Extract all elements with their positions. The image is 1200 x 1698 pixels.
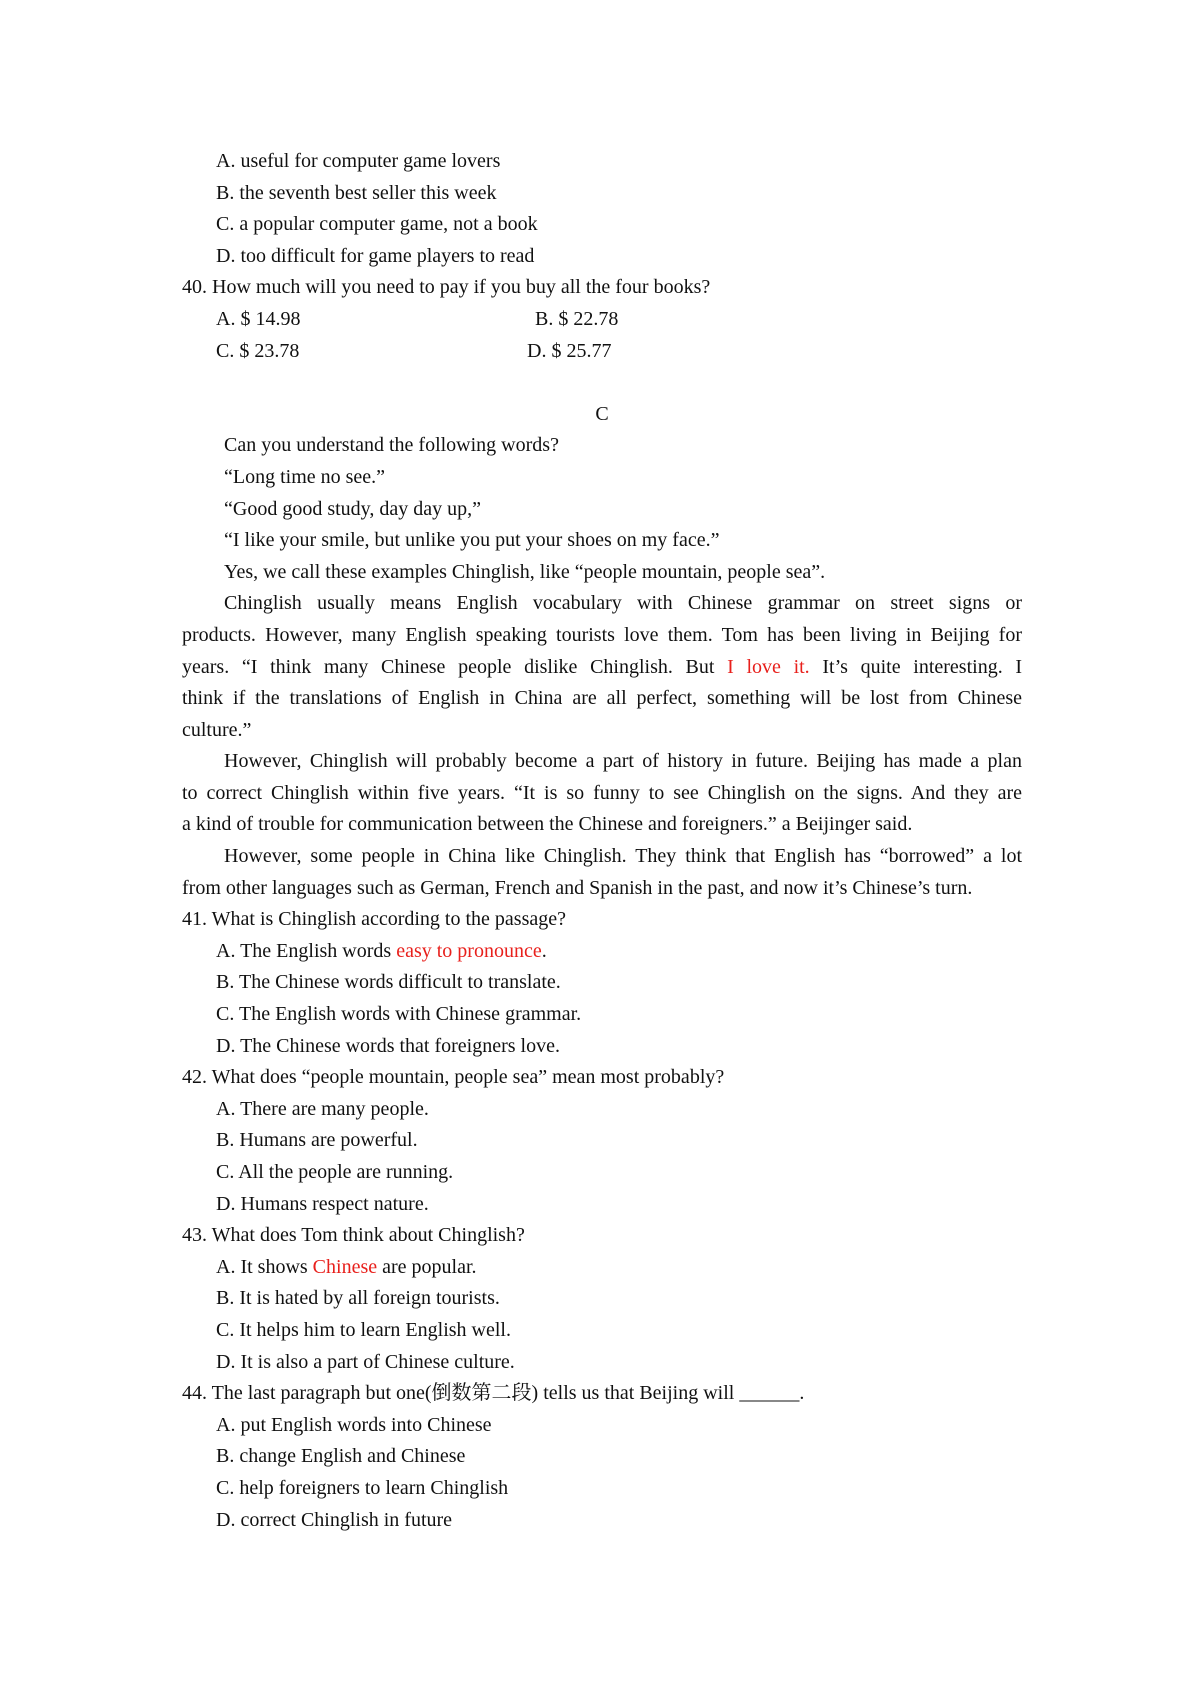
q44-question: 44. The last paragraph but one(倒数第二段) tells us that Beijing will ______. xyxy=(182,1382,805,1405)
paragraph-2-line-3: a kind of trouble for communication between the Chinese and foreigners.” a Beijinger said. xyxy=(182,813,913,836)
paragraph-1-line-4: think if the translations of English in China are all perfect, something will be lost from Chinese xyxy=(182,687,1022,710)
q44-option-b: B. change English and Chinese xyxy=(216,1445,466,1468)
q39-option-b: B. the seventh best seller this week xyxy=(216,181,497,204)
q39-option-c: C. a popular computer game, not a book xyxy=(216,213,538,236)
paragraph-2-line-1: However, Chinglish will probably become a part of history in future. Beijing has made a plan xyxy=(224,750,1022,773)
paragraph-1-line-1: Chinglish usually means English vocabulary with Chinese grammar on street signs or xyxy=(224,592,1022,615)
q41-highlight: easy to pronounce xyxy=(396,939,542,962)
q41-question: 41. What is Chinglish according to the passage? xyxy=(182,908,566,931)
q39-option-d: D. too difficult for game players to read xyxy=(216,244,535,267)
paragraph-1-line-2: products. However, many English speaking tourists love them. Tom has been living in Beijing for xyxy=(182,623,1022,646)
paragraph-3-line-1: However, some people in China like Chinglish. They think that English has “borrowed” a lot xyxy=(224,845,1022,868)
q40-options-row-1 xyxy=(182,304,1022,336)
q43-option-b: B. It is hated by all foreign tourists. xyxy=(216,1287,500,1310)
q40-option-b: B. $ 22.78 xyxy=(535,307,619,330)
q44-option-a: A. put English words into Chinese xyxy=(216,1413,492,1436)
q42-option-c: C. All the people are running. xyxy=(216,1161,454,1183)
q42-option-a: A. There are many people. xyxy=(216,1097,429,1120)
example-1: “Long time no see.” xyxy=(224,465,386,488)
q43-option-d: D. It is also a part of Chinese culture. xyxy=(216,1350,515,1373)
section-c-intro: Can you understand the following words? xyxy=(224,434,559,457)
q43-question: 43. What does Tom think about Chinglish? xyxy=(182,1224,525,1247)
q43-option-a xyxy=(182,1252,1022,1284)
q42-option-b: B. Humans are powerful. xyxy=(216,1129,418,1152)
q44-option-d: D. correct Chinglish in future xyxy=(216,1508,453,1531)
highlight-i-love-it: I love it. xyxy=(727,655,810,678)
q42-option-d: D. Humans respect nature. xyxy=(216,1192,429,1215)
q44-option-c: C. help foreigners to learn Chinglish xyxy=(216,1476,509,1499)
paragraph-3-line-2: from other languages such as German, French and Spanish in the past, and now it’s Chinese’s turn. xyxy=(182,876,973,899)
paragraph-1-line-3-end: It’s quite interesting. I xyxy=(822,655,1023,678)
example-2: “Good good study, day day up,” xyxy=(224,497,481,520)
paragraph-2-line-2: to correct Chinglish within five years. “It is so funny to see Chinglish on the signs. And they are xyxy=(182,781,1022,804)
q39-option-a: A. useful for computer game lovers xyxy=(216,150,501,172)
q43-option-a-start: A. It shows xyxy=(216,1255,308,1278)
q42-question: 42. What does “people mountain, people sea” mean most probably? xyxy=(182,1066,725,1089)
section-gap xyxy=(182,367,1022,399)
q40-option-d: D. $ 25.77 xyxy=(527,339,612,362)
q41-option-c: C. The English words with Chinese grammar. xyxy=(216,1003,582,1026)
q41-option-a-end: . xyxy=(541,939,547,962)
q40-option-c: C. $ 23.78 xyxy=(216,339,300,362)
q40-question: 40. How much will you need to pay if you buy all the four books? xyxy=(182,276,711,299)
q43-option-a-end: are popular. xyxy=(382,1255,477,1278)
section-c-heading: C xyxy=(595,402,609,425)
q41-option-b: B. The Chinese words difficult to translate. xyxy=(216,971,561,994)
q40-option-a: A. $ 14.98 xyxy=(216,307,301,330)
paragraph-1-line-3-start: years. “I think many Chinese people dislike Chinglish. But xyxy=(182,655,715,678)
q41-option-a xyxy=(182,936,1022,968)
q41-option-a-start: A. The English words xyxy=(216,939,392,962)
paragraph-1-line-3 xyxy=(182,652,1022,684)
q43-highlight: Chinese xyxy=(312,1255,378,1278)
paragraph-1-line-5: culture.” xyxy=(182,718,252,741)
q41-option-d: D. The Chinese words that foreigners love. xyxy=(216,1034,560,1057)
example-4: Yes, we call these examples Chinglish, like “people mountain, people sea”. xyxy=(224,560,826,583)
q40-options-row-2 xyxy=(182,336,1022,368)
q43-option-c: C. It helps him to learn English well. xyxy=(216,1318,511,1341)
example-3: “I like your smile, but unlike you put your shoes on my face.” xyxy=(224,529,720,552)
exam-page xyxy=(182,146,1022,1536)
